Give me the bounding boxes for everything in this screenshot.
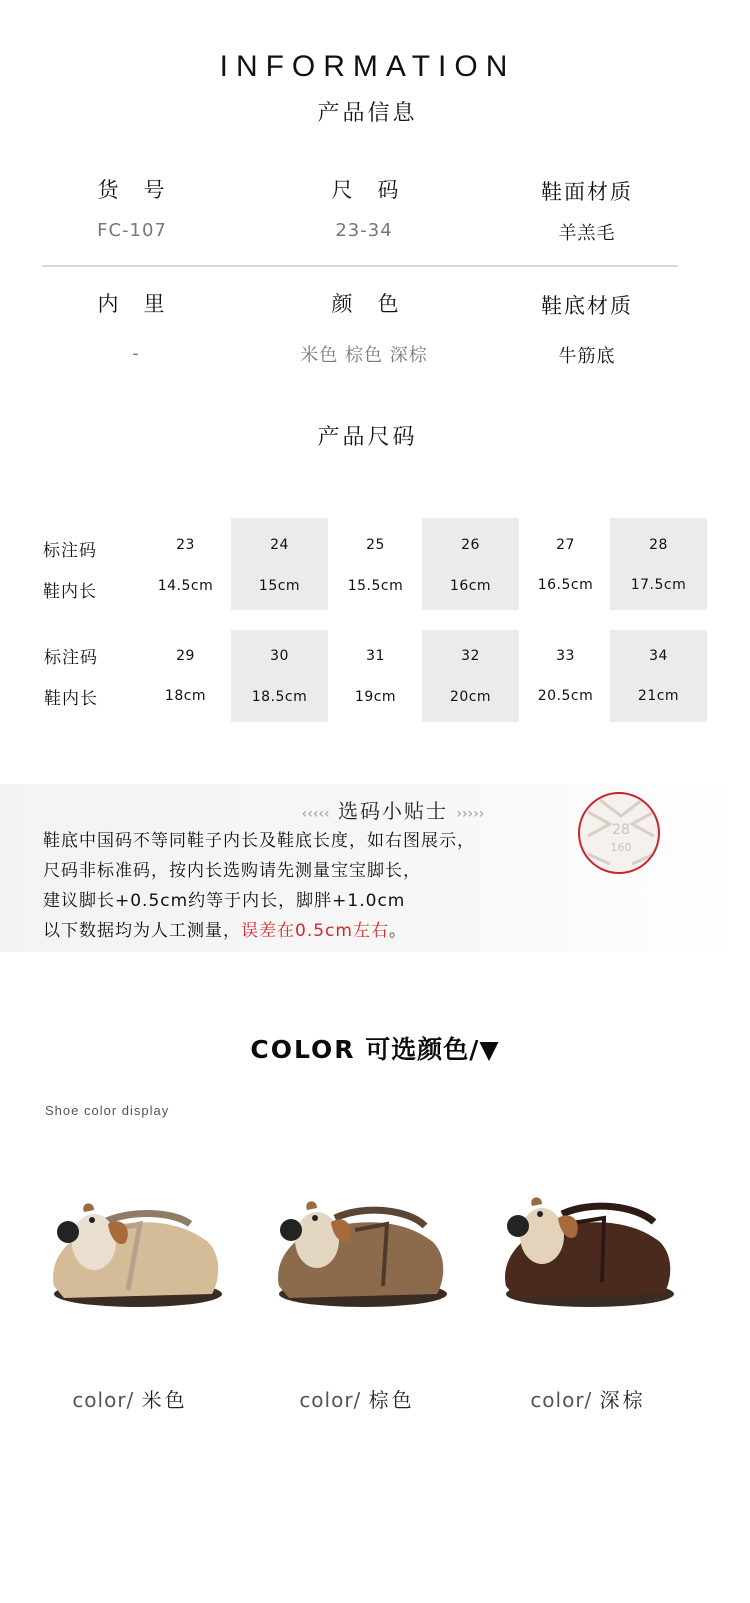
tips-line-last: [43, 916, 407, 941]
tips-line: 鞋底中国码不等同鞋子内长及鞋底长度，如右图展示，: [43, 831, 475, 851]
size-cell-shade: [422, 518, 519, 610]
size-cell-shade: [231, 518, 328, 610]
row-label-length: 鞋内长: [44, 689, 98, 709]
size-value: 28: [649, 537, 668, 553]
spec-value-sole-material: 牛筋底: [558, 346, 616, 367]
size-value: 32: [461, 648, 480, 664]
length-value: 16.5cm: [537, 577, 594, 593]
caption-prefix: color/: [530, 1388, 593, 1412]
row-label-size: 标注码: [43, 541, 97, 561]
length-value: 20.5cm: [537, 688, 594, 704]
size-value: 33: [556, 648, 575, 664]
length-value: 15.5cm: [347, 578, 404, 594]
size-value: 30: [270, 648, 289, 664]
size-cell-shade: [610, 630, 707, 722]
size-value: 29: [176, 648, 195, 664]
sole-size-photo: [578, 792, 660, 874]
size-cell-shade: [422, 630, 519, 722]
caption-prefix: color/: [72, 1388, 135, 1412]
spec-value-color: 米色 棕色 深棕: [300, 345, 428, 366]
shoe-image-dark-brown: [492, 1190, 682, 1350]
size-value: 27: [556, 537, 575, 553]
size-cell-shade: [610, 518, 707, 610]
length-value: 15cm: [258, 578, 301, 594]
shoe-image-beige: [40, 1190, 230, 1350]
length-value: 19cm: [354, 689, 397, 705]
spec-value-lining: -: [132, 343, 140, 364]
spec-value-item-number: FC-107: [97, 220, 167, 241]
spec-label-upper-material: 鞋面材质: [541, 180, 633, 204]
spec-label-lining: 内 里: [97, 292, 167, 316]
tips-last-prefix: 以下数据均为人工测量，: [43, 921, 241, 941]
spec-divider: [42, 265, 678, 267]
color-title-latin: COLOR: [250, 1035, 356, 1064]
color-caption-dark-brown: [478, 1384, 698, 1413]
length-value: 18.5cm: [251, 689, 308, 705]
spec-label-sole-material: 鞋底材质: [541, 294, 633, 318]
color-title-cn: 可选颜色/: [365, 1035, 480, 1064]
shoe-display-label: Shoe color display: [45, 1103, 170, 1118]
sole-length-number: 160: [610, 841, 632, 854]
size-value: 34: [649, 648, 668, 664]
spec-value-upper-material: 羊羔毛: [558, 223, 616, 244]
color-caption-beige: [20, 1384, 240, 1413]
tips-title-deco-left: ‹‹‹‹‹: [301, 806, 330, 822]
tips-title: [268, 795, 518, 824]
size-value: 23: [176, 537, 195, 553]
caption-color-name: 深棕: [599, 1388, 646, 1412]
color-caption-brown: [247, 1384, 467, 1413]
size-value: 25: [366, 537, 385, 553]
size-value: 24: [270, 537, 289, 553]
size-cell-shade: [231, 630, 328, 722]
tips-error-note: 误差在0.5cm左右: [241, 921, 389, 941]
spec-value-size: 23-34: [335, 220, 393, 241]
size-value: 26: [461, 537, 480, 553]
tips-line: 建议脚长+0.5cm约等于内长，脚胖+1.0cm: [43, 891, 406, 911]
caption-color-name: 米色: [141, 1388, 188, 1412]
spec-label-color: 颜 色: [331, 292, 401, 316]
tips-last-suffix: 。: [388, 921, 407, 941]
page-subtitle: 产品信息: [317, 101, 418, 126]
tips-title-deco-right: ›››››: [456, 806, 485, 822]
caption-prefix: color/: [299, 1388, 362, 1412]
length-value: 18cm: [164, 688, 207, 704]
length-value: 21cm: [637, 688, 680, 704]
length-value: 17.5cm: [630, 577, 687, 593]
tips-line: 尺码非标准码，按内长选购请先测量宝宝脚长，: [43, 861, 421, 881]
length-value: 14.5cm: [157, 578, 214, 594]
page-title: INFORMATION: [219, 50, 516, 83]
size-section-title: 产品尺码: [317, 425, 418, 450]
down-triangle-icon: ▼: [479, 1035, 500, 1064]
length-value: 16cm: [449, 578, 492, 594]
size-value: 31: [366, 648, 385, 664]
caption-color-name: 棕色: [368, 1388, 415, 1412]
length-value: 20cm: [449, 689, 492, 705]
spec-label-item-number: 货 号: [97, 178, 167, 202]
sole-size-number: 28: [612, 822, 630, 838]
color-section-title: [0, 1030, 750, 1066]
row-label-size: 标注码: [44, 648, 98, 668]
shoe-image-brown: [265, 1190, 455, 1350]
row-label-length: 鞋内长: [43, 582, 97, 602]
spec-label-size: 尺 码: [331, 178, 401, 202]
tips-title-text: 选码小贴士: [338, 799, 448, 823]
